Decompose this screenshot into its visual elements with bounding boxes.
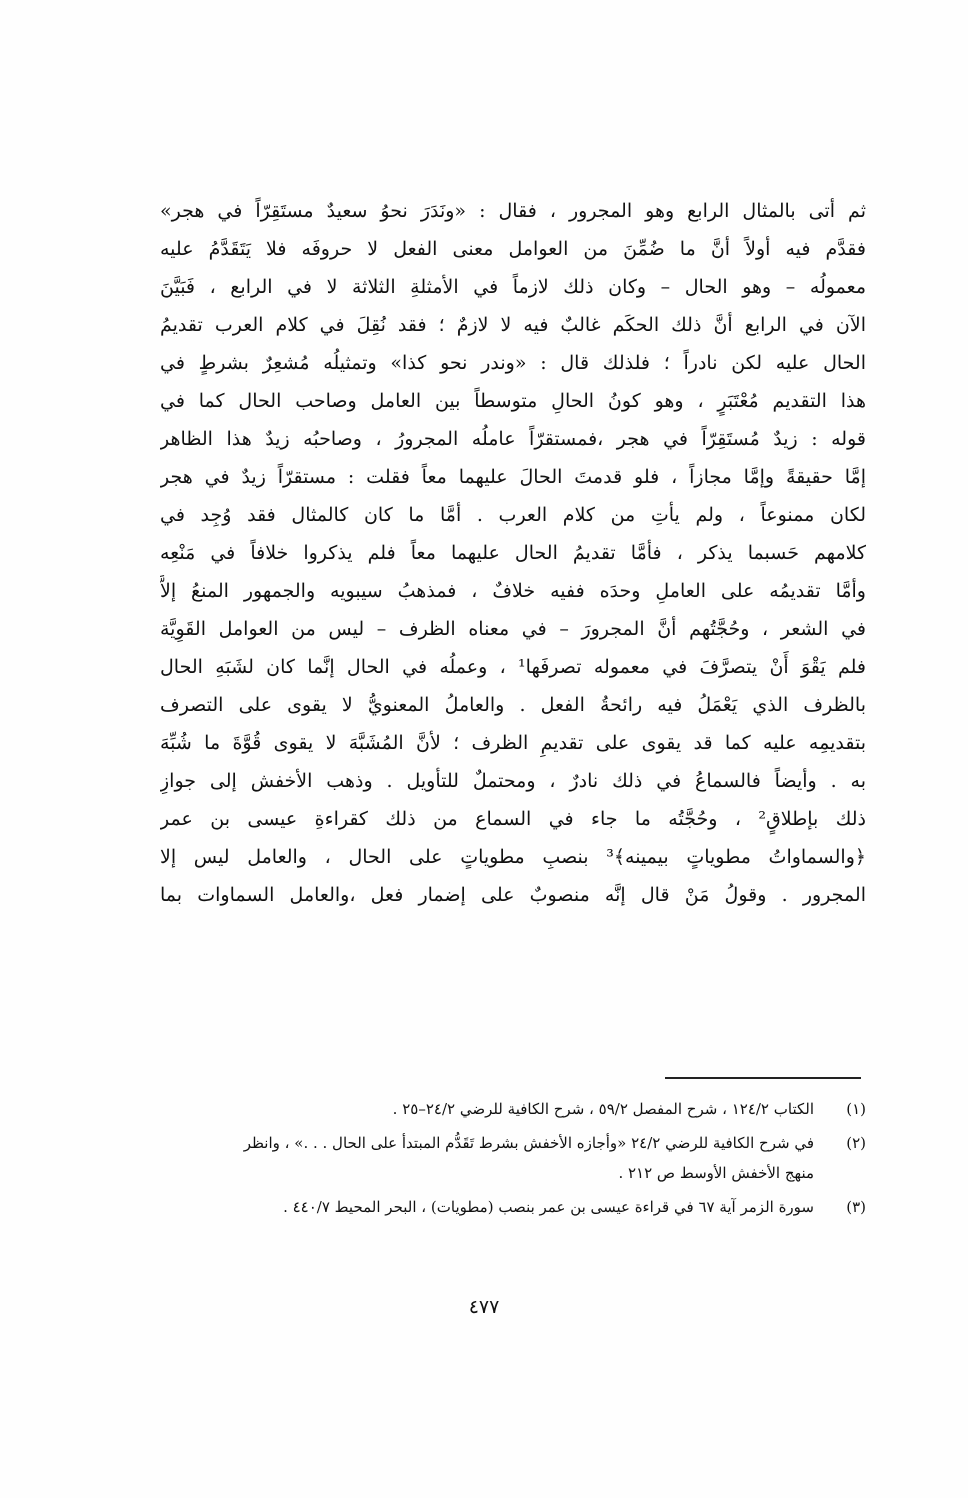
main-text bbox=[160, 192, 866, 914]
footnote-text bbox=[190, 1192, 814, 1222]
text-line: لكان ممنوعاً ، ولم يأتِ من كلام العرب . أمَّا ما كان كالمثال فقد وُجِد في bbox=[160, 504, 866, 526]
footnote-line: في شرح الكافية للرضي ٢٤/٢ «وأجازه الأخفش بشرط تَقَدُّم المبتدأ على الحال . . .» ، وانظر bbox=[243, 1134, 814, 1152]
text-line: وأمَّا تقديمُه على العاملِ وحدَه ففيه خلافٌ ، فمذهبُ سيبويه والجمهور المنعُ إلاَّ bbox=[160, 580, 866, 602]
footnote-line: منهج الأخفش الأوسط ص ٢١٢ . bbox=[618, 1164, 814, 1182]
text-line: إمَّا حقيقةً وإمَّا مجازاً ، فلو قدمتَ الحالَ عليهما معاً فقلت : مستقرّاً زيدٌ في هجر bbox=[160, 466, 866, 488]
text-line: الحال عليه لكن نادراً ؛ فلذلك قال : «وندر نحو كذا» وتمثيلُه مُشعِرٌ بشرطٍ في bbox=[160, 352, 866, 374]
text-line: قوله : زيدٌ مُستَقِرّاً في هجر ،فمستقرّاً عاملُه المجرورُ ، وصاحبُه زيدٌ هذا الظاهر bbox=[160, 428, 866, 450]
text-line: في الشعر ، وحُجَّتُهم أنَّ المجرورَ – في معناه الظرف – ليس من العوامل القَوِيَّة bbox=[160, 618, 866, 640]
text-line: بالظرف الذي يَعْمَلُ فيه رائحةُ الفعل . والعاملُ المعنويُّ لا يقوى على التصرف bbox=[160, 694, 866, 716]
footnote-3 bbox=[190, 1192, 866, 1222]
footnotes bbox=[190, 1094, 866, 1226]
text-line: ﴿والسماواتُ مطوياتٍ بيمينه﴾³ بنصبِ مطوياتٍ على الحال ، والعامل ليس إلا bbox=[160, 846, 866, 868]
text-line: به . وأيضاً فالسماعُ في ذلك نادرٌ ، ومحتملٌ للتأويل . وذهب الأخفش إلى جوازِ bbox=[160, 770, 866, 792]
footnote-2 bbox=[190, 1128, 866, 1188]
footnote-1 bbox=[190, 1094, 866, 1124]
footnote-number: (٢) bbox=[846, 1134, 866, 1152]
text-line: معمولُه – وهو الحال – وكان ذلك لازماً في الأمثلةِ الثلاثة لا في الرابع ، فَبَيَّنَ bbox=[160, 276, 866, 298]
text-line: كلامهم حَسبما يذكر ، فأمَّا تقديمُ الحال عليهما معاً فلم يذكروا خلافاً في مَنْعِه bbox=[160, 542, 866, 564]
footnote-number: (٣) bbox=[846, 1198, 866, 1216]
footnote-text bbox=[190, 1128, 814, 1188]
footnote-text bbox=[190, 1094, 814, 1124]
footnote-divider bbox=[665, 1077, 861, 1079]
text-line: هذا التقديم مُعْتَبَرٍ ، وهو كونُ الحالِ متوسطاً بين العامل وصاحب الحال كما في bbox=[160, 390, 866, 412]
text-line: ذلك بإطلاقٍ² ، وحُجَّتُه ما جاء في السماع من ذلك كقراءةِ عيسى بن عمر bbox=[160, 808, 866, 830]
text-line: فقدَّم فيه أولاً أنَّ ما ضُمِّنَ من العوامل معنى الفعل لا حروفَه فلا يَتَقَدَّمُ عليه bbox=[160, 238, 866, 260]
footnote-line: الكتاب ١٢٤/٢ ، شرح المفصل ٥٩/٢ ، شرح الكافية للرضي ٢٤/٢–٢٥ . bbox=[392, 1100, 814, 1118]
text-line: بتقديمِه عليه كما قد يقوى على تقديمِ الظرف ؛ لأنَّ المُشَبَّهَ لا يقوى قُوَّةَ ما شُبِّهَ bbox=[160, 732, 866, 754]
text-line: المجرور . وقولُ مَنْ قال إنَّه منصوبٌ على إضمار فعل ،والعامل السماوات بما bbox=[160, 884, 866, 906]
footnote-line: سورة الزمر آية ٦٧ في قراءة عيسى بن عمر بنصب (مطويات) ، البحر المحيط ٤٤٠/٧ . bbox=[283, 1198, 814, 1216]
footnote-number: (١) bbox=[846, 1100, 866, 1118]
page-number: ٤٧٧ bbox=[468, 1296, 500, 1318]
text-line: فلم يَقْوَ أَنْ يتصرَّفَ في معموله تصرفَها¹ ، وعملُه في الحال إنَّما كان لشَبَهِ الحال bbox=[160, 656, 866, 678]
text-line: ثم أتى بالمثال الرابع وهو المجرور ، فقال : «ونَدَرَ نحوُ سعيدٌ مستَقِرّاً في هجر» bbox=[160, 200, 866, 222]
text-line: الآن في الرابع أنَّ ذلك الحكَم غالبٌ فيه لا لازمٌ ؛ فقد نُقِلَ في كلام العرب تقديمُ bbox=[160, 314, 866, 336]
